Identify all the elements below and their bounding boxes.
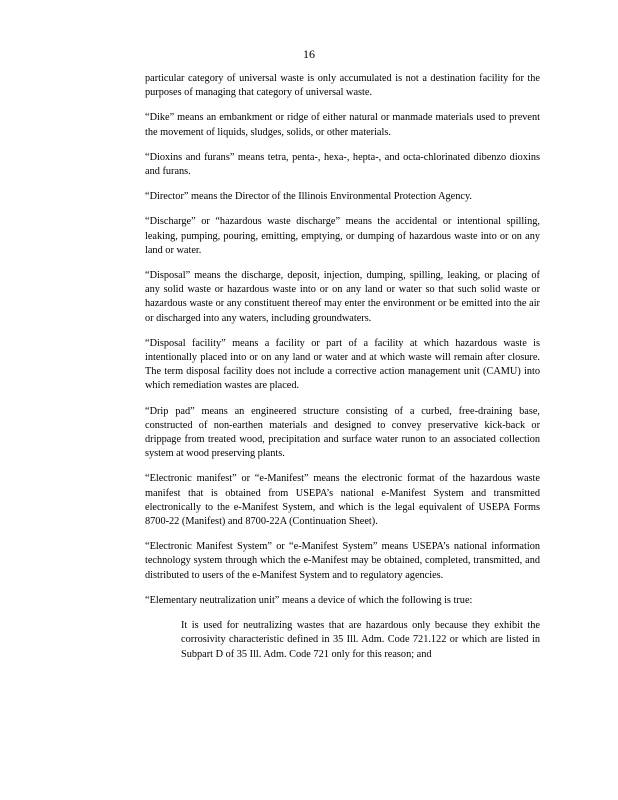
definition-dike: “Dike” means an embankment or ridge of either natural or manmade materials used to prevent the movement of liquids, sludges, solids, or other materials. xyxy=(145,112,540,138)
definition-drip-pad: “Drip pad” means an engineered structure consisting of a curbed, free-draining base, constructed of non-earthen materials and designed to convey preservative kick-back or drippage from treated wood, precipitation and surface water runon to an associated collection system at wood preserving plants. xyxy=(145,405,540,460)
definition-elementary-neutralization-unit: “Elementary neutralization unit” means a device of which the following is true: xyxy=(145,594,473,606)
page-body xyxy=(145,72,540,673)
page-number: 16 xyxy=(303,47,315,61)
definition-electronic-manifest: “Electronic manifest” or “e-Manifest” means the electronic format of the hazardous waste manifest that is obtained from USEPA’s national e-Manifest System and transmitted electronically to the e-Manifest System, and which is the legal equivalent of USEPA Forms 8700-22 (Manifest) and 8700-22A (Continuation Sheet). xyxy=(145,473,540,528)
definition-dioxins-and-furans: “Dioxins and furans” means tetra, penta-, hexa-, hepta-, and octa-chlorinated dibenzo dioxins and furans. xyxy=(145,151,540,178)
definition-discharge: “Discharge” or “hazardous waste discharge” means the accidental or intentional spilling, leaking, pumping, pouring, emitting, emptying, or dumping of hazardous waste into or on any land or water. xyxy=(145,216,540,256)
definition-director: “Director” means the Director of the Illinois Environmental Protection Agency. xyxy=(145,191,473,203)
definition-disposal-facility: “Disposal facility” means a facility or part of a facility at which hazardous waste is intentionally placed into or on any land or water and at which waste will remain after closure. The term disposal facility does not include a corrective action management unit (CAMU) into which remediation wastes are placed. xyxy=(145,337,540,392)
paragraph-universal-waste-continuation: particular category of universal waste is only accumulated is not a destination facility for the purposes of managing that category of universal waste. xyxy=(145,73,540,99)
definition-disposal: “Disposal” means the discharge, deposit, injection, dumping, spilling, leaking, or placing of any solid waste or hazardous waste into or on any land or water so that such solid waste or hazardous waste or any constituent thereof may enter the environment or be emitted into the air or discharged into any waters, including groundwaters. xyxy=(145,270,540,324)
definition-electronic-manifest-system: “Electronic Manifest System” or “e-Manifest System” means USEPA’s national information technology system through which the e-Manifest may be obtained, completed, transmitted, and distributed to users of the e-Manifest System and to regulatory agencies. xyxy=(145,541,540,581)
indented-condition-paragraph: It is used for neutralizing wastes that are hazardous only because they exhibit the corrosivity characteristic defined in 35 Ill. Adm. Code 721.122 or which are listed in Subpart D of 35 Ill. Adm. Code 721 only for this reason; and xyxy=(181,620,540,660)
